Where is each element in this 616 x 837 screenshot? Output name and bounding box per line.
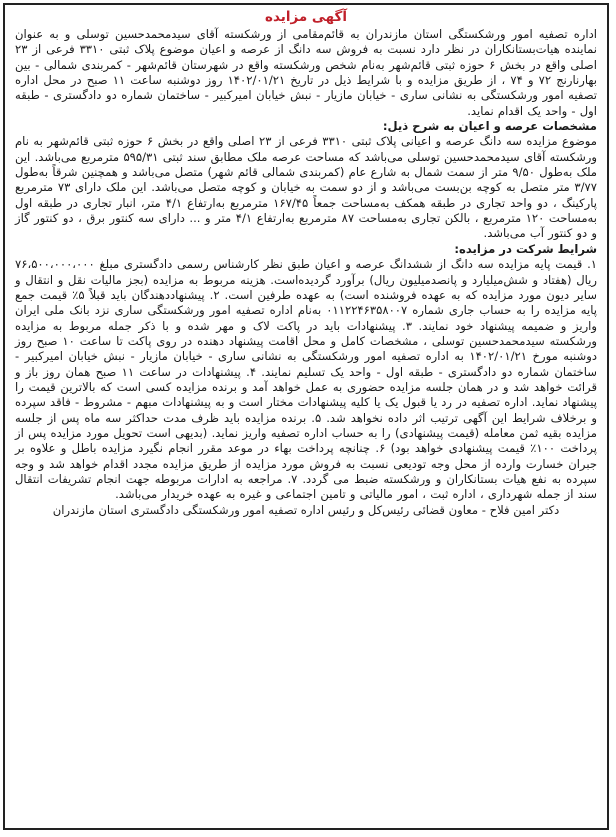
conditions-paragraph: ۱. قیمت پایه مزایده سه دانگ از ششدانگ عرصه و اعیان طبق نظر کارشناس رسمی دادگستری مبلغ ۷۶،۵۰۰،۰۰۰،۰۰۰ ریال (هفتاد و شش‌میلیارد و پانصدمیلیون ریال) برآورد گردیده‌است. هزینه مربوط به مزایده (بجز مالیات نقل و انتقال و سایر دیون مورد مزایده که به عهده فروشنده است) به عهده طرفین است. ۲. پیشنهاددهندگان باید قبلاً ۵٪ قیمت جمع پایه مزایده را به حساب جاری شماره ۰۱۱۲۲۴۶۳۵۸۰۰۷ به‌نام اداره تصفیه امور ورشکستگی ساری نزد بانک ملی ایران واریز و ضمیمه پیشنهاد خود نمایند. ۳. پیشنهادات باید در پاکت لاک و مهر شده و با ذکر جمله مربوط به مزایده ورشکسته سیدمحمدحسین توسلی ، مشخصات کامل و محل اقامت پیشنهاد دهنده در روی پاکت تا ساعت ۱۰ صبح روز دوشنبه مورخ ۱۴۰۲/۰۱/۲۱ به اداره تصفیه امور ورشکستگی به نشانی ساری - خیابان مازیار - نبش خیابان امیرکبیر - ساختمان شماره دو دادگستری - طبقه اول - واحد یک تسلیم نمایند. ۴. پیشنهادات در ساعت ۱۱ صبح همان روز باز و قرائت خواهد شد و در همان جلسه مزایده حضوری به عمل خواهد آمد و برنده مزایده کسی است که بالاترین قیمت را پیشنهاد نماید. اداره تصفیه در رد یا قبول یک یا کلیه پیشنهادات مختار است و به پیشنهادات مبهم - مشروط - فاقد سپرده و برخلاف شرایط این آگهی ترتیب اثر داده نخواهد شد. ۵. برنده مزایده باید ظرف مدت حداکثر سه ماه پس از جلسه مزایده بقیه ثمن معامله (قیمت پیشنهادی) را به حساب اداره تصفیه واریز نماید. (بدیهی است تحویل مورد مزایده پس از پرداخت ۱۰۰٪ قیمت پیشنهادی خواهد بود) ۶. چنانچه پرداخت بهاء در موعد مقرر انجام نگیرد مزایده باطل و علاوه بر جبران خسارت وارده از محل وجه تودیعی نسبت به فروش مورد مزایده از طریق مزایده مجدد اقدام خواهد شد و وجه سپرده به نفع هیات بستانکاران و ورشکسته ضبط می گردد. ۷. مراجعه به ادارات مربوطه جهت انجام تشریفات انتقال سند از جمله شهرداری ، اداره ثبت ، امور مالیاتی و تامین اجتماعی و غیره به عهده خریدار می‌باشد.: [15, 257, 598, 502]
signature: دکتر امین فلاح - معاون قضائی رئیس‌کل و رئیس اداره تصفیه امور ورشکستگی دادگستری استان مازندران: [52, 502, 560, 517]
auction-notice: [3, 3, 609, 830]
conditions-heading: شرایط شرکت در مزایده:: [454, 241, 597, 256]
notice-title: آگهی مزایده: [265, 9, 347, 25]
intro-paragraph: اداره تصفیه امور ورشکستگی استان مازندران به قائم‌مقامی از ورشکسته آقای سیدمحمدحسین توسلی و به عنوان نماینده هیات‌بستانکاران در نظر دارد نسبت به فروش سه دانگ از عرصه و اعیان موضوع پلاک ثبتی ۳۳۱۰ فرعی از ۲۳ اصلی واقع در بخش ۶ حوزه ثبتی قائم‌شهر به‌نام شخص ورشکسته واقع در شهرستان قائم‌شهر - کمربندی شمالی - بین بهارنارنج ۷۲ و ۷۴ ، از طریق مزایده و با شرایط ذیل در تاریخ ۱۴۰۲/۰۱/۲۱ روز دوشنبه ساعت ۱۱ صبح در محل اداره تصفیه امور ورشکستگی به نشانی ساری - خیابان مازیار - نبش خیابان امیرکبیر - ساختمان شماره دو دادگستری - طبقه اول - واحد یک اقدام نماید.: [15, 27, 597, 118]
property-paragraph: موضوع مزایده سه دانگ عرصه و اعیانی پلاک ثبتی ۳۳۱۰ فرعی از ۲۳ اصلی واقع در بخش ۶ حوزه ثبتی قائم‌شهر به نام ورشکسته آقای سیدمحمدحسین توسلی می‌باشد که مساحت عرصه ملک مطابق سند ثبتی ۵۹۵/۳۱ مترمربع می‌باشد. این ملک به‌طول ۹/۵۰ متر از سمت شمال به شارع عام (کمربندی شمالی قائم شهر) متصل می‌باشد و همچنین شرقاً به‌طول ۳/۷۷ متر متصل به کوچه بن‌بست می‌باشد و از دو سمت به خیابان و کوچه متصل می‌باشد. این ملک دارای ۷۳ مترمربع پارکینگ ، دو واحد تجاری در طبقه همکف به‌مساحت جمعاً ۱۶۷/۴۵ مترمربع به‌ارتفاع ۴/۱ متر، انبار تجاری در طبقه اول به‌مساحت ۱۲۰ مترمربع ، بالکن تجاری به‌مساحت ۸۷ مترمربع به‌ارتفاع ۴/۱ متر و ... دارای سه کنتور برق ، دو کنتور گاز و دو کنتور آب می‌باشد.: [15, 134, 598, 241]
property-heading: مشخصات عرصه و اعیان به شرح ذیل:: [382, 119, 597, 134]
